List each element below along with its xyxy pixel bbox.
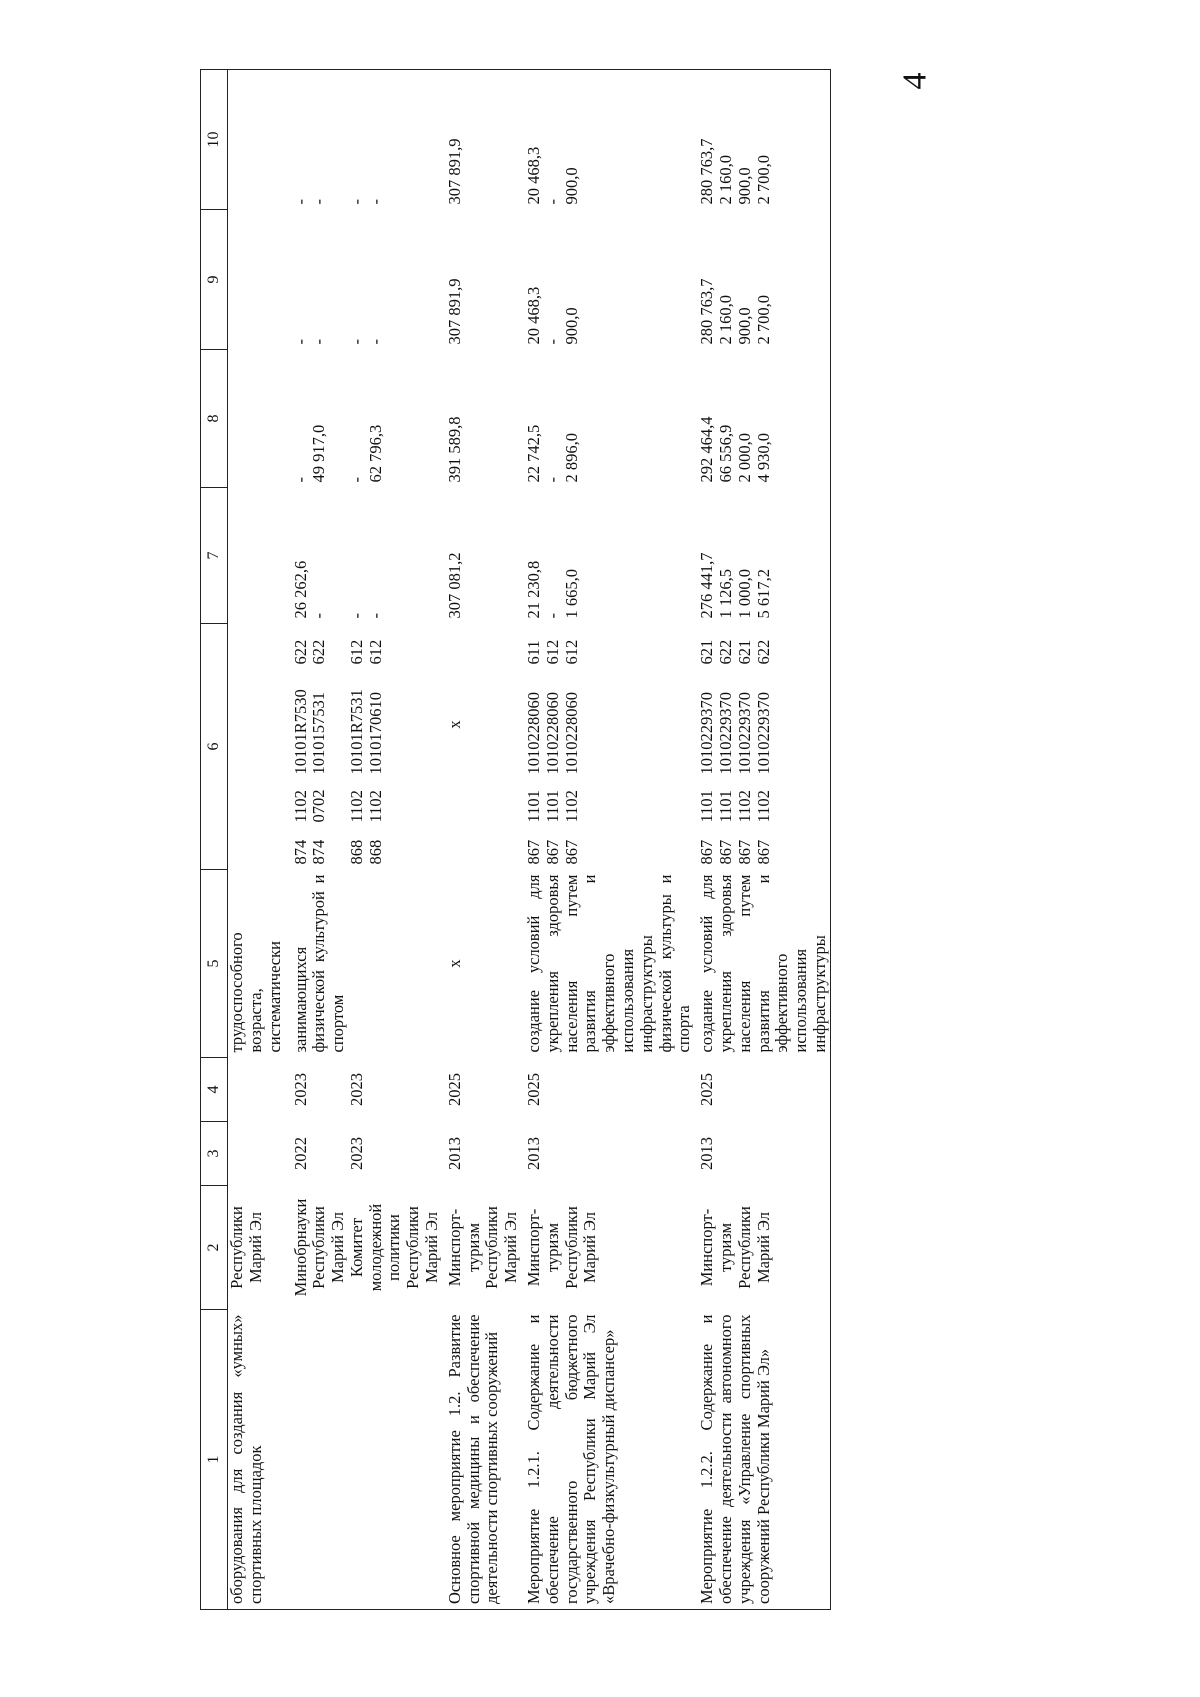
cell-end-year: 2025 (524, 1073, 544, 1106)
cell-value: 1010229370 (697, 692, 717, 775)
table-row (292, 70, 348, 1610)
header-col-3: 3 (201, 1122, 228, 1186)
cell-expense-type (525, 624, 694, 670)
budget-table (200, 69, 831, 1610)
cell-activity: Мероприятие 1.2.2. Содержание и обеспечение деятельности автономного учреждения «Управление спортивных сооружений Республики Марий Эл» (698, 1310, 830, 1610)
cell-target-item (292, 670, 348, 780)
cell-executor: Минспорт-туризм Республики Марий Эл (524, 1206, 600, 1289)
cell-value: 1102 (561, 790, 581, 823)
cell-col8 (348, 350, 442, 488)
cell-value: 867 (561, 839, 581, 865)
cell-value: 867 (716, 839, 736, 865)
cell-value: 0702 (309, 789, 329, 823)
cell-value: 1010228060 (524, 692, 544, 775)
cell-grbs (292, 828, 348, 870)
cell-value: - (542, 199, 562, 205)
cell-end-year: 2023 (290, 1073, 310, 1106)
cell-value: 1 000,0 (734, 569, 754, 619)
cell-value: 622 (309, 639, 329, 665)
cell-value: 622 (290, 639, 310, 665)
cell-col10 (292, 70, 348, 210)
cell-col7 (698, 488, 830, 624)
cell-value: 1102 (734, 790, 754, 823)
cell-value: 307 891,9 (444, 278, 464, 345)
cell-value: 867 (753, 839, 773, 865)
cell-value: 307 081,2 (444, 552, 464, 619)
cell-value: - (309, 613, 329, 619)
cell-value: 900,0 (561, 307, 581, 345)
cell-col9 (228, 210, 292, 350)
cell-value: - (290, 477, 310, 483)
header-col-2: 2 (201, 1186, 228, 1310)
cell-value: 1102 (753, 790, 773, 823)
cell-start-year: 2022 (290, 1137, 310, 1170)
cell-value: - (542, 477, 562, 483)
cell-result: занимающихся физической культурой и спортом (290, 874, 348, 1053)
cell-value: 622 (753, 639, 773, 665)
cell-executor: Минобрнауки Республики Марий Эл (290, 1198, 348, 1297)
cell-col9 (348, 210, 442, 350)
cell-result (348, 870, 442, 1058)
cell-col8 (698, 350, 830, 488)
cell-activity: оборудования для создания «умных» спортивных площадок (228, 1310, 292, 1610)
cell-value: 1102 (365, 790, 385, 823)
cell-value: 621 (697, 639, 717, 665)
cell-value: 292 464,4 (697, 416, 717, 483)
cell-executor: Минспорт-туризм Республики Марий Эл (444, 1206, 521, 1289)
cell-value: 2 700,0 (753, 155, 773, 205)
cell-value: - (309, 339, 329, 345)
header-col-4: 4 (201, 1058, 228, 1122)
header-col-10: 10 (201, 70, 228, 210)
cell-value: - (365, 613, 385, 619)
cell-value: 867 (542, 839, 562, 865)
cell-value: 22 742,5 (524, 424, 544, 483)
cell-section (228, 780, 292, 828)
table-row (698, 70, 830, 1610)
cell-col10 (348, 70, 442, 210)
cell-value: - (365, 339, 385, 345)
cell-value: 1101 (697, 790, 717, 823)
cell-value: 1102 (290, 790, 310, 823)
cell-target-item (228, 670, 292, 780)
cell-result: создание условий для укрепления здоровья населения путем развития и эффективного использования инфраструктуры физической культуры и спорта (524, 874, 694, 1053)
header-col-8: 8 (201, 350, 228, 488)
cell-value: 1010157531 (309, 692, 329, 775)
cell-grbs (228, 828, 292, 870)
cell-executor: Минспорт-туризм Республики Марий Эл (698, 1186, 830, 1310)
cell-value: 2 160,0 (716, 295, 736, 345)
cell-value: 4 930,0 (753, 433, 773, 483)
cell-value: 307 891,9 (444, 138, 464, 205)
cell-col8 (525, 350, 694, 488)
page-number: 4 (896, 72, 934, 90)
cell-value: - (309, 199, 329, 205)
rotated-page-content (200, 70, 1020, 1610)
cell-grbs (698, 828, 830, 870)
cell-section (348, 780, 442, 828)
cell-expense-type (698, 624, 830, 670)
cell-col10 (228, 70, 292, 210)
cell-value: 2 000,0 (734, 433, 754, 483)
cell-target-item (348, 670, 442, 780)
cell-value: 391 589,8 (444, 416, 464, 483)
cell-expense-type (446, 624, 521, 670)
cell-value: 280 763,7 (697, 138, 717, 205)
cell-value: 62 796,3 (365, 424, 385, 483)
cell-result: трудоспособного возраста, систематически (227, 932, 284, 1053)
cell-value: 5 617,2 (753, 569, 773, 619)
cell-value: 612 (542, 639, 562, 665)
cell-value: - (365, 199, 385, 205)
cell-value: 1010229370 (734, 692, 754, 775)
cell-section (446, 780, 521, 828)
cell-value: - (346, 339, 366, 345)
cell-activity: Основное мероприятие 1.2. Развитие спортивной медицины и обеспечение деятельности спортивных сооружений (446, 1310, 521, 1610)
cell-value: 611 (524, 640, 544, 665)
cell-col10 (525, 70, 694, 210)
cell-start-year: 2023 (346, 1137, 366, 1170)
cell-end-year: 2025 (444, 1073, 464, 1106)
cell-value: 21 230,8 (524, 560, 544, 619)
cell-result: x (444, 959, 464, 968)
cell-col8 (292, 350, 348, 488)
cell-start-year (228, 1122, 292, 1186)
cell-value: 900,0 (734, 307, 754, 345)
table-row (446, 70, 521, 1610)
cell-value: 867 (697, 839, 717, 865)
cell-value: - (346, 199, 366, 205)
cell-activity: Мероприятие 1.2.1. Содержание и обеспечение деятельности государственного бюджетного учреждения Республики Марий Эл «Врачебно-физкультурный диспансер» (525, 1310, 694, 1610)
cell-expense-type (292, 624, 348, 670)
cell-value: - (542, 613, 562, 619)
cell-value: 49 917,0 (309, 424, 329, 483)
cell-col10 (698, 70, 830, 210)
cell-col8 (446, 350, 521, 488)
cell-value: 868 (365, 839, 385, 865)
cell-value: 1010229370 (716, 692, 736, 775)
cell-value: - (290, 339, 310, 345)
cell-value: 1 665,0 (561, 569, 581, 619)
cell-col9 (292, 210, 348, 350)
cell-col7 (446, 488, 521, 624)
cell-start-year: 2013 (524, 1137, 544, 1170)
cell-target-item (525, 670, 694, 780)
cell-grbs (348, 828, 442, 870)
cell-value: 900,0 (561, 167, 581, 205)
cell-value: 612 (346, 639, 366, 665)
cell-value: 2 160,0 (716, 155, 736, 205)
cell-end-year (228, 1058, 292, 1122)
cell-value: 1010228060 (561, 692, 581, 775)
cell-value: 874 (290, 839, 310, 865)
cell-value: 10101R7530 (290, 689, 310, 775)
cell-value: 874 (309, 839, 329, 865)
cell-value: 1101 (716, 790, 736, 823)
cell-value: 612 (365, 639, 385, 665)
cell-value: 2 700,0 (753, 295, 773, 345)
cell-executor: Комитет молодежной политики Республики Марий Эл (346, 1203, 442, 1292)
table-row (348, 70, 442, 1610)
cell-value: 1102 (346, 790, 366, 823)
cell-value: 868 (346, 839, 366, 865)
cell-value: 1101 (542, 790, 562, 823)
cell-value: 867 (734, 839, 754, 865)
cell-value: 621 (734, 639, 754, 665)
cell-value: - (542, 339, 562, 345)
cell-value: 20 468,3 (524, 286, 544, 345)
cell-value: 900,0 (734, 167, 754, 205)
cell-value: 10101R7531 (346, 689, 366, 775)
cell-value: 276 441,7 (697, 552, 717, 619)
header-col-5: 5 (201, 870, 228, 1058)
cell-value: 622 (716, 639, 736, 665)
table-header (201, 70, 228, 1610)
cell-grbs (525, 828, 694, 870)
header-col-6: 6 (201, 624, 228, 870)
cell-end-year: 2023 (346, 1073, 366, 1106)
cell-col9 (698, 210, 830, 350)
cell-section (525, 780, 694, 828)
cell-value: 867 (524, 839, 544, 865)
cell-value: x (444, 720, 464, 729)
cell-value: - (346, 477, 366, 483)
cell-value: 20 468,3 (524, 146, 544, 205)
cell-value: - (290, 199, 310, 205)
cell-section (292, 780, 348, 828)
cell-col8 (228, 350, 292, 488)
cell-col7 (292, 488, 348, 624)
header-col-9: 9 (201, 210, 228, 350)
table-body (228, 70, 831, 1610)
cell-end-year: 2025 (698, 1058, 830, 1122)
cell-grbs (446, 828, 521, 870)
table-row (228, 70, 292, 1610)
cell-col7 (348, 488, 442, 624)
cell-start-year: 2013 (444, 1137, 464, 1170)
header-col-7: 7 (201, 488, 228, 624)
cell-expense-type (348, 624, 442, 670)
cell-result: создание условий для укрепления здоровья населения путем развития и эффективного использования инфраструктуры (698, 870, 830, 1058)
table-row (525, 70, 694, 1610)
cell-value: 612 (561, 639, 581, 665)
cell-value: 2 896,0 (561, 433, 581, 483)
cell-value: 1 126,5 (716, 569, 736, 619)
cell-value: 1010228060 (542, 692, 562, 775)
cell-value: - (346, 613, 366, 619)
cell-value: 66 556,9 (716, 424, 736, 483)
cell-col9 (446, 210, 521, 350)
cell-value: 26 262,6 (290, 560, 310, 619)
header-col-1: 1 (201, 1310, 228, 1610)
cell-col10 (446, 70, 521, 210)
cell-section (698, 780, 830, 828)
cell-start-year: 2013 (698, 1122, 830, 1186)
cell-col9 (525, 210, 694, 350)
cell-value: 1010229370 (753, 692, 773, 775)
cell-value: 280 763,7 (697, 278, 717, 345)
cell-expense-type (228, 624, 292, 670)
cell-col7 (525, 488, 694, 624)
cell-target-item (698, 670, 830, 780)
cell-value: 1101 (524, 790, 544, 823)
cell-col7 (228, 488, 292, 624)
cell-target-item (446, 670, 521, 780)
cell-executor: Республики Марий Эл (227, 1206, 265, 1289)
cell-value: 1010170610 (365, 692, 385, 775)
